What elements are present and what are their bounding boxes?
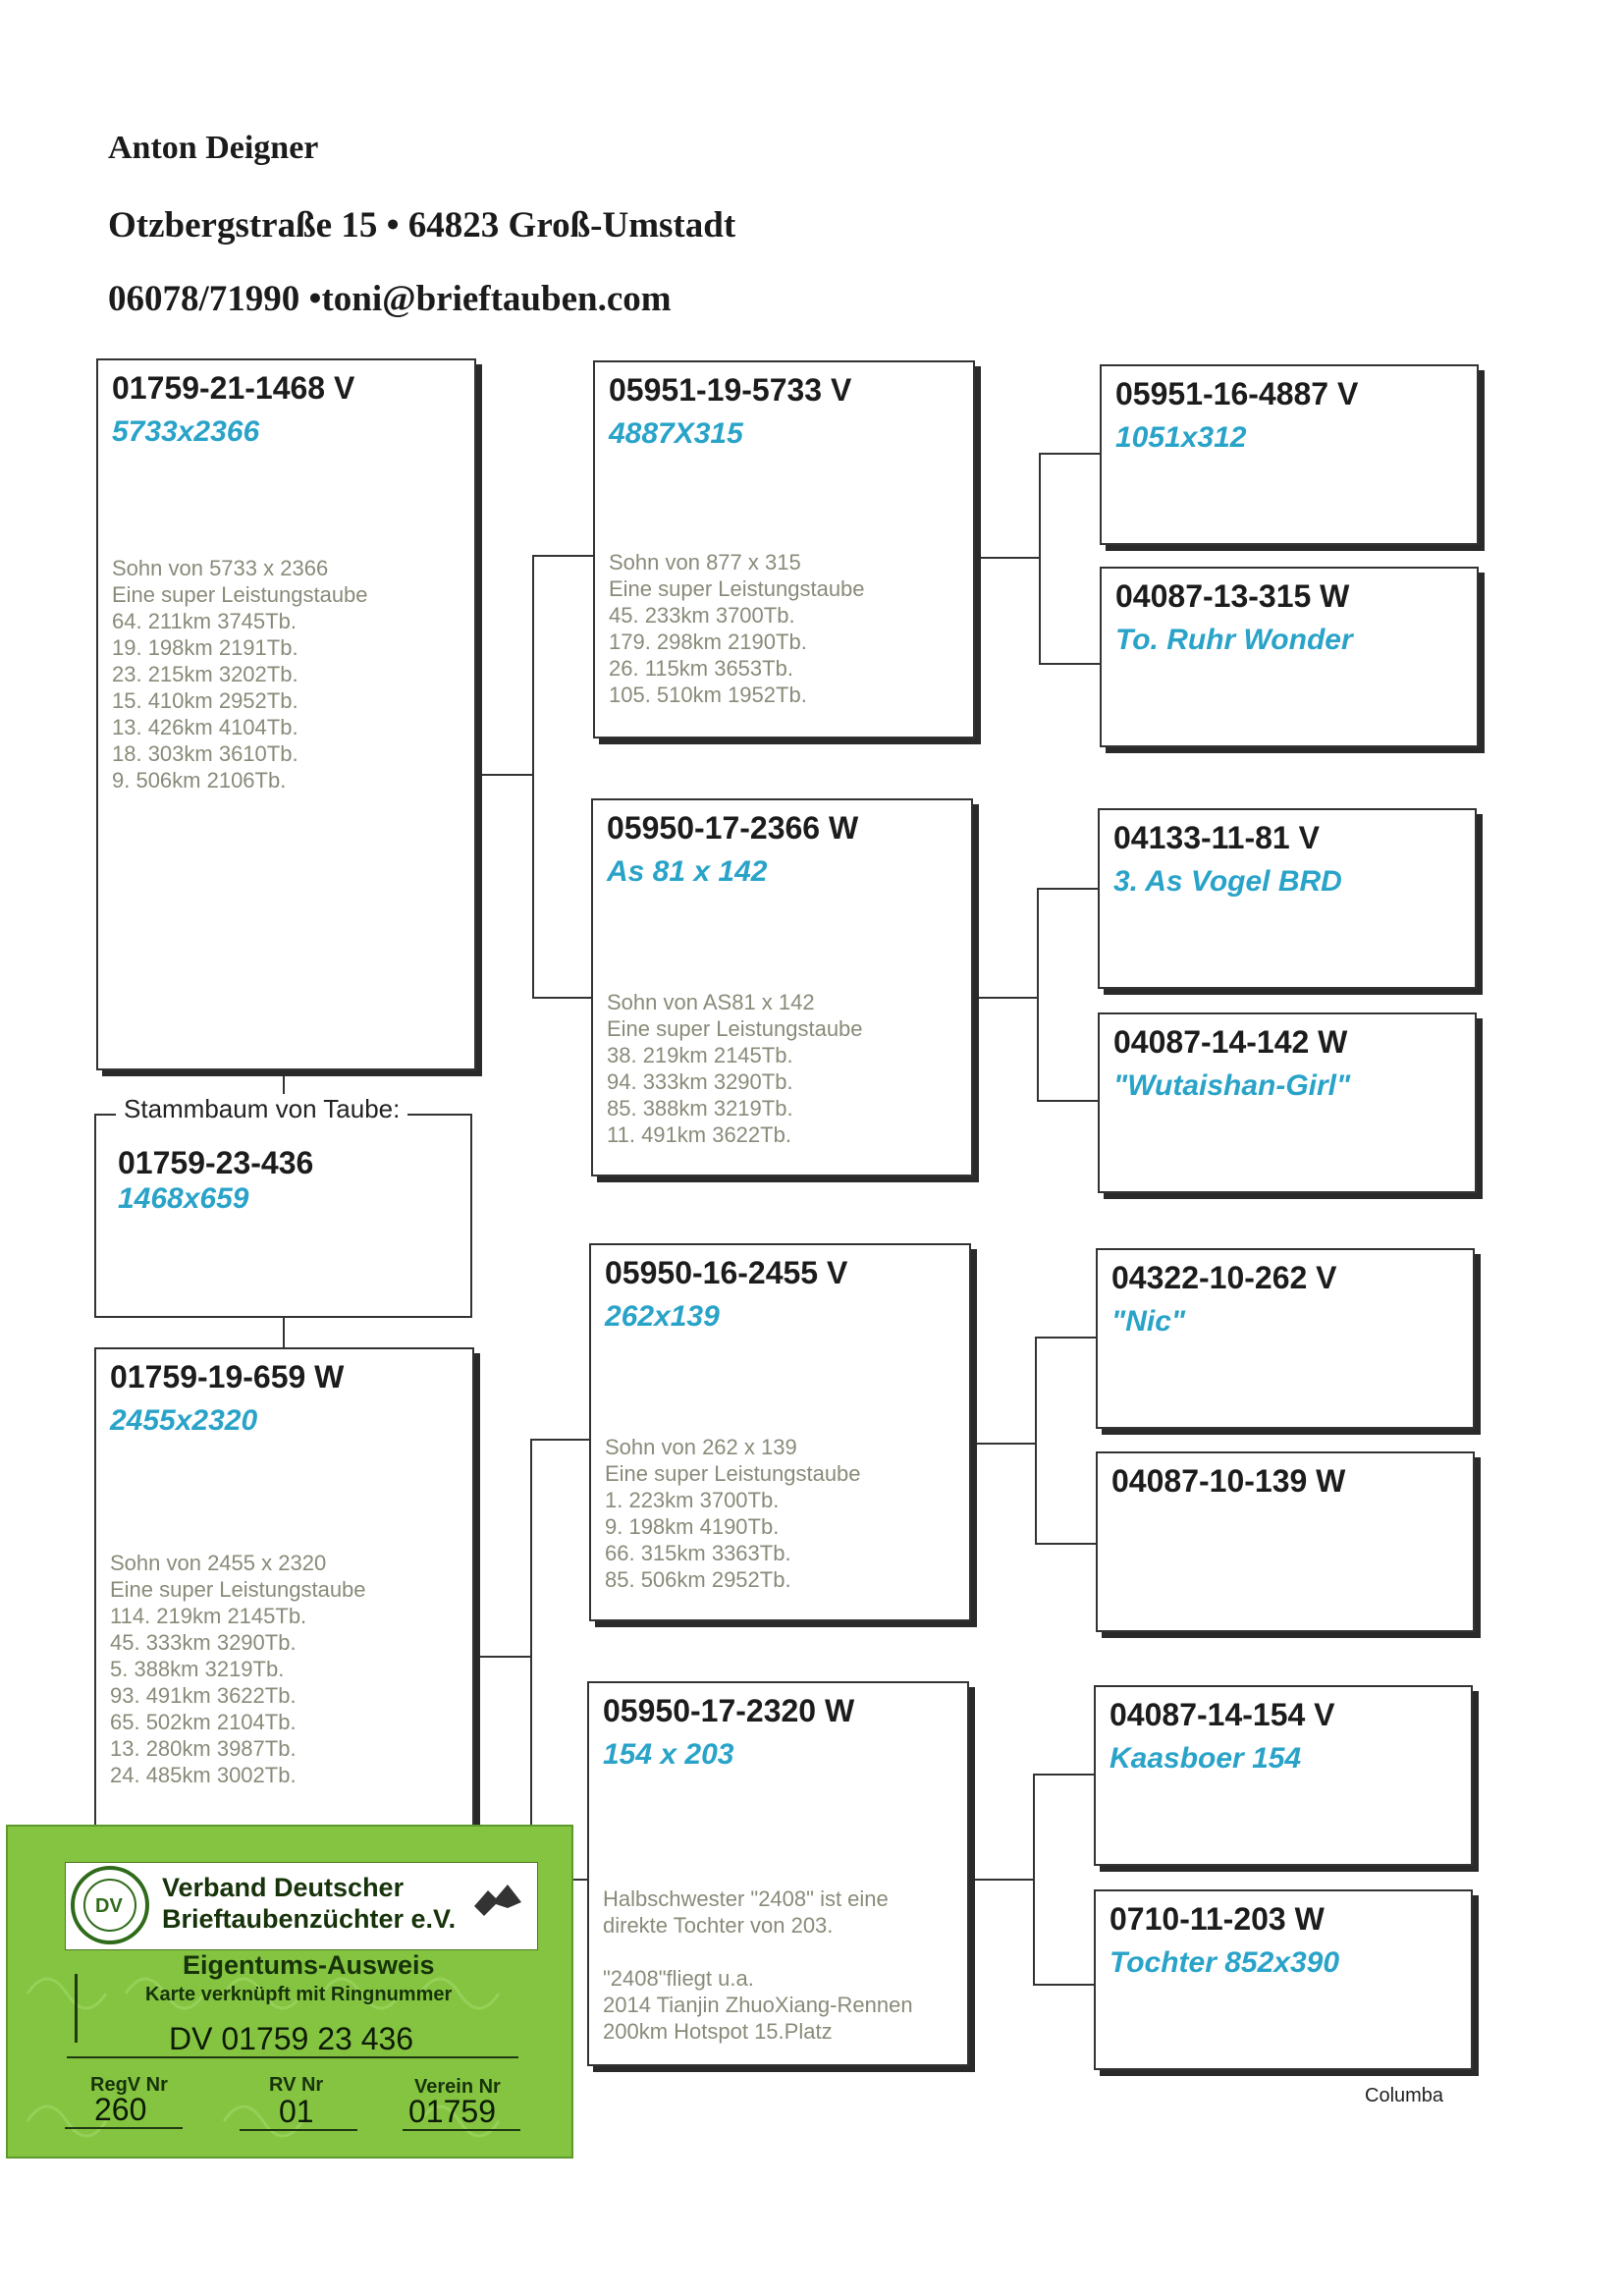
ownership-card xyxy=(6,1825,573,2159)
pigeon-name: To. Ruhr Wonder xyxy=(1115,624,1353,656)
grandparent-ff-box xyxy=(593,360,975,738)
grandparent-fm-box xyxy=(591,798,973,1176)
pigeon-ring-number: 01759-19-659 W xyxy=(110,1359,345,1394)
subject-box xyxy=(94,1094,472,1318)
card-ring-number: DV 01759 23 436 xyxy=(169,2021,414,2056)
breeder-address: Otzbergstraße 15 • 64823 Groß-Umstadt xyxy=(108,205,736,246)
card-header-panel xyxy=(65,1862,538,1950)
card-side-mark xyxy=(75,1974,78,2043)
pigeon-name: 1051x312 xyxy=(1115,421,1247,454)
pigeon-name: 2455x2320 xyxy=(110,1404,258,1437)
pigeon-ring-number: 04322-10-262 V xyxy=(1111,1260,1337,1295)
pigeon-name: 3. As Vogel BRD xyxy=(1113,865,1342,898)
pigeon-name: 262x139 xyxy=(605,1300,720,1333)
pigeon-name: "Wutaishan-Girl" xyxy=(1113,1069,1351,1102)
pigeon-ring-number: 04133-11-81 V xyxy=(1113,820,1320,855)
great-grandparent-box xyxy=(1100,364,1479,545)
pigeon-name: 4887X315 xyxy=(609,417,743,450)
pigeon-ring-number: 05951-16-4887 V xyxy=(1115,376,1359,411)
pigeon-name: As 81 x 142 xyxy=(607,855,768,888)
pigeon-ring-number: 0710-11-203 W xyxy=(1110,1901,1325,1937)
rv-label: RV Nr xyxy=(269,2074,324,2096)
subject-name: 1468x659 xyxy=(118,1182,249,1215)
pigeon-name: "Nic" xyxy=(1111,1305,1186,1338)
card-doc-subtitle: Karte verknüpft mit Ringnummer xyxy=(145,1984,453,2005)
pigeon-description: Sohn von 262 x 139 Eine super Leistungstaube 1. 223km 3700Tb. 9. 198km 4190Tb. 66. 315km 3363Tb. 85. 506km 2952Tb. xyxy=(605,1435,861,1592)
pigeon-ring-number: 05950-17-2366 W xyxy=(607,810,859,846)
great-grandparent-box xyxy=(1100,567,1479,747)
pigeon-description: Sohn von 5733 x 2366 Eine super Leistungstaube 64. 211km 3745Tb. 19. 198km 2191Tb. 23. 215km 3202Tb. 15. 410km 2952Tb. 13. 426km 4104Tb. 18. 303km 3610Tb. 9. 506km 2106Tb. xyxy=(112,556,368,793)
pigeon-ring-number: 01759-21-1468 V xyxy=(112,370,355,406)
great-grandparent-box xyxy=(1096,1248,1475,1429)
breeder-contact: 06078/71990 •toni@brieftauben.com xyxy=(108,279,672,319)
pigeon-ring-number: 04087-10-139 W xyxy=(1111,1463,1346,1499)
rv-value: 01 xyxy=(279,2094,314,2129)
pigeon-name: Tochter 852x390 xyxy=(1110,1946,1340,1979)
regv-label: RegV Nr xyxy=(90,2074,168,2096)
subject-title: Stammbaum von Taube: xyxy=(116,1094,407,1124)
grandparent-mm-box xyxy=(587,1681,969,2066)
pigeon-emblem-icon xyxy=(468,1877,527,1926)
footer-mark: Columba xyxy=(1365,2085,1444,2106)
great-grandparent-box xyxy=(1098,1012,1477,1193)
org-name-line2: Brieftaubenzüchter e.V. xyxy=(162,1904,457,1934)
grandparent-mf-box xyxy=(589,1243,971,1621)
mother-box xyxy=(94,1347,474,1838)
regv-value: 260 xyxy=(94,2092,147,2127)
great-grandparent-box xyxy=(1094,1685,1473,1866)
pigeon-description: Sohn von 2455 x 2320 Eine super Leistungstaube 114. 219km 2145Tb. 45. 333km 3290Tb. 5. 388km 3219Tb. 93. 491km 3622Tb. 65. 502km 2104Tb. 13. 280km 3987Tb. 24. 485km 3002Tb. xyxy=(110,1551,366,1787)
pigeon-ring-number: 04087-14-154 V xyxy=(1110,1697,1335,1732)
pigeon-description: Sohn von AS81 x 142 Eine super Leistungstaube 38. 219km 2145Tb. 94. 333km 3290Tb. 85. 388km 3219Tb. 11. 491km 3622Tb. xyxy=(607,990,863,1147)
pigeon-name: 154 x 203 xyxy=(603,1738,734,1771)
pigeon-ring-number: 05950-16-2455 V xyxy=(605,1255,848,1290)
pigeon-name: Kaasboer 154 xyxy=(1110,1742,1302,1775)
pigeon-ring-number: 04087-13-315 W xyxy=(1115,578,1350,614)
pigeon-ring-number: 05951-19-5733 V xyxy=(609,372,852,408)
great-grandparent-box xyxy=(1098,808,1477,989)
verein-value: 01759 xyxy=(408,2094,496,2129)
vdb-logo-icon xyxy=(68,1863,152,1947)
great-grandparent-box xyxy=(1094,1889,1473,2070)
pigeon-name: 5733x2366 xyxy=(112,415,260,448)
org-name-line1: Verband Deutscher xyxy=(162,1873,405,1902)
pigeon-description: Halbschwester "2408" ist eine direkte Tochter von 203. "2408"fliegt u.a. 2014 Tianjin ZhuoXiang-Rennen 200km Hotspot 15.Platz xyxy=(603,1886,913,2044)
pigeon-ring-number: 05950-17-2320 W xyxy=(603,1693,855,1728)
breeder-name: Anton Deigner xyxy=(108,130,319,166)
pigeon-description: Sohn von 877 x 315 Eine super Leistungstaube 45. 233km 3700Tb. 179. 298km 2190Tb. 26. 115km 3653Tb. 105. 510km 1952Tb. xyxy=(609,550,865,707)
great-grandparent-box xyxy=(1096,1451,1475,1632)
verein-label: Verein Nr xyxy=(414,2076,501,2098)
pigeon-ring-number: 04087-14-142 W xyxy=(1113,1024,1348,1060)
svg-text:DV: DV xyxy=(95,1895,123,1917)
card-doc-title: Eigentums-Ausweis xyxy=(183,1950,435,1980)
father-box xyxy=(96,358,476,1070)
subject-ring: 01759-23-436 xyxy=(118,1145,314,1180)
